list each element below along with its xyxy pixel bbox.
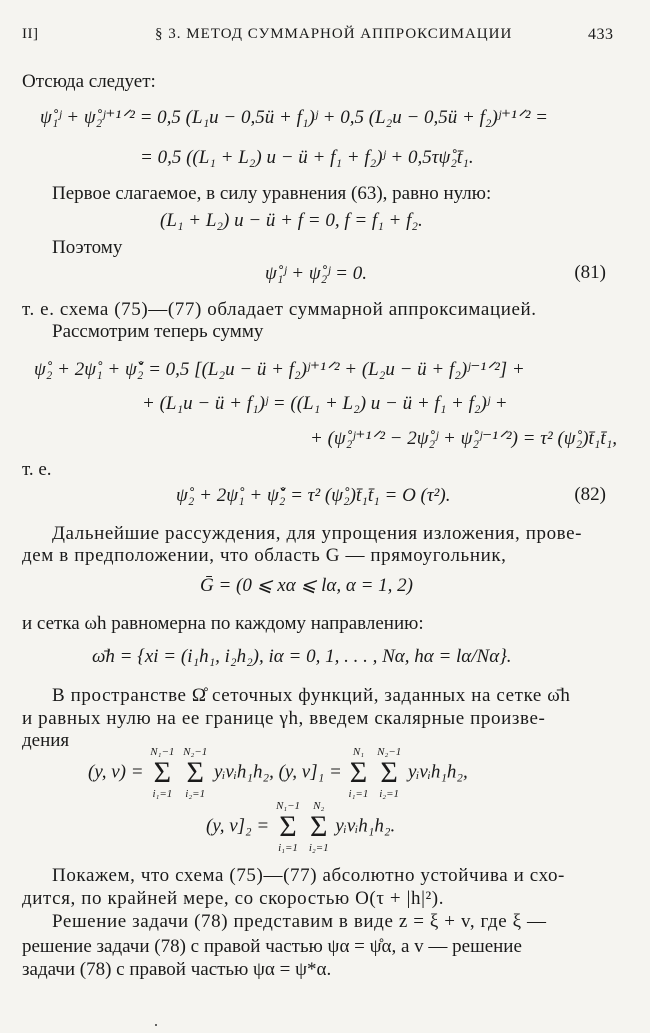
sum-symbol bbox=[309, 800, 329, 854]
sum-upper: N₁−1 bbox=[275, 800, 301, 812]
equation-number: (81) bbox=[574, 262, 606, 283]
sigma-icon: Σ bbox=[153, 756, 172, 789]
text-line: Решение задачи (78) представим в виде z = ξ + v, где ξ — bbox=[52, 911, 547, 932]
text-line: В пространстве Ω̊ сеточных функций, заданных на сетке ω̄h bbox=[52, 685, 571, 706]
eq-lhs: (y, v) = bbox=[88, 761, 144, 783]
page-number: 433 bbox=[588, 26, 614, 43]
sum-lower: i₂=1 bbox=[185, 788, 206, 800]
scan-speck bbox=[155, 1024, 157, 1026]
running-header-title: § 3. МЕТОД СУММАРНОЙ АППРОКСИМАЦИИ bbox=[155, 26, 513, 42]
equation-line: + (ψ̊₂ʲ⁺¹ᐟ² − 2ψ̊₂ʲ + ψ̊₂ʲ⁻¹ᐟ²) = τ² (ψ̊₂)t̄₁t̄₁, bbox=[310, 428, 618, 449]
sum-upper: N₂−1 bbox=[183, 746, 208, 758]
eq-term: yᵢvᵢh₁h₂, bbox=[407, 761, 468, 783]
text-line: дится, по крайней мере, со скоростью O(τ + |h|²). bbox=[22, 888, 445, 909]
equation-line: ψ̊₁ʲ + ψ̊₂ʲ = 0. bbox=[265, 263, 367, 284]
sum-lower: i₁=1 bbox=[348, 788, 369, 800]
sum-symbol bbox=[377, 746, 401, 800]
sigma-icon: Σ bbox=[349, 756, 368, 789]
sum-symbol bbox=[150, 746, 174, 800]
text-line: дения bbox=[22, 730, 70, 751]
text-line: дем в предположении, что область G — прямоугольник, bbox=[22, 545, 507, 566]
text-line: Дальнейшие рассуждения, для упрощения изложения, прове- bbox=[52, 523, 583, 544]
sigma-icon: Σ bbox=[186, 756, 204, 789]
equation-number: (82) bbox=[574, 484, 606, 505]
text-line: Поэтому bbox=[52, 237, 123, 258]
sum-lower: i₁=1 bbox=[278, 842, 298, 854]
sigma-icon: Σ bbox=[279, 810, 297, 843]
text-line: Покажем, что схема (75)—(77) абсолютно устойчива и схо- bbox=[52, 865, 565, 886]
sigma-icon: Σ bbox=[309, 810, 328, 843]
text-line: т. е. bbox=[22, 459, 52, 480]
sigma-icon: Σ bbox=[380, 756, 398, 789]
text-line: и равных нулю на ее границе γh, введем скалярные произве- bbox=[22, 708, 546, 729]
equation-line: (L₁ + L₂) u − ü + f = 0, f = f₁ + f₂. bbox=[160, 210, 423, 231]
text-line: решение задачи (78) с правой частью ψα = ψ̊α, а v — решение bbox=[22, 936, 522, 957]
equation-line: ψ̊₂ + 2ψ̊₁ + ψ̊̌₂ = τ² (ψ̊₂)t̄₁t̄₁ = O (τ²). bbox=[176, 485, 451, 506]
text-line: и сетка ωh равномерна по каждому направлению: bbox=[22, 613, 424, 634]
sum-lower: i₂=1 bbox=[379, 788, 400, 800]
equation-line: Ḡ = (0 ⩽ xα ⩽ lα, α = 1, 2) bbox=[200, 575, 413, 596]
running-header-chapter: II] bbox=[22, 26, 39, 42]
sum-symbol bbox=[276, 800, 300, 854]
equation-line: = 0,5 ((L₁ + L₂) u − ü + f₁ + f₂)ʲ + 0,5τψ̊₂t̄₁. bbox=[140, 147, 474, 168]
eq-term: yᵢvᵢh₁h₂, (y, v]₁ = bbox=[213, 761, 342, 783]
text-line: т. е. схема (75)—(77) обладает суммарной аппроксимацией. bbox=[22, 299, 537, 320]
sum-symbol bbox=[183, 746, 207, 800]
eq-lhs: (y, v]₂ = bbox=[206, 815, 270, 837]
text-line: Первое слагаемое, в силу уравнения (63), равно нулю: bbox=[52, 183, 492, 204]
sum-lower: i₂=1 bbox=[308, 842, 329, 854]
text-line: Отсюда следует: bbox=[22, 71, 156, 92]
sum-upper: N₁−1 bbox=[150, 746, 175, 758]
sum-symbol bbox=[349, 746, 369, 800]
equation-line: ω̄h = {xi = (i₁h₁, i₂h₂), iα = 0, 1, . . . , Nα, hα = lα/Nα}. bbox=[92, 646, 512, 667]
equation-line: ψ̊₂ + 2ψ̊₁ + ψ̊̌₂ = 0,5 [(L₂u − ü + f₂)ʲ⁺¹ᐟ² + (L₂u − ü + f₂)ʲ⁻¹ᐟ²] + bbox=[34, 359, 525, 380]
equation-line: + (L₁u − ü + f₁)ʲ = ((L₁ + L₂) u − ü + f₁ + f₂)ʲ + bbox=[142, 393, 508, 414]
summation-equation-1 bbox=[88, 746, 468, 800]
eq-term: yᵢvᵢh₁h₂. bbox=[335, 815, 396, 837]
sum-upper: N₂ bbox=[313, 800, 325, 812]
sum-upper: N₂−1 bbox=[377, 746, 402, 758]
sum-lower: i₁=1 bbox=[152, 788, 173, 800]
summation-equation-2 bbox=[206, 800, 395, 854]
text-line: Рассмотрим теперь сумму bbox=[52, 321, 264, 342]
sum-upper: N₁ bbox=[352, 746, 365, 758]
equation-line: ψ̊₁ʲ + ψ̊₂ʲ⁺¹ᐟ² = 0,5 (L₁u − 0,5ü + f₁)ʲ + 0,5 (L₂u − 0,5ü + f₂)ʲ⁺¹ᐟ² = bbox=[40, 107, 548, 128]
text-line: задачи (78) с правой частью ψα = ψ*α. bbox=[22, 959, 332, 980]
